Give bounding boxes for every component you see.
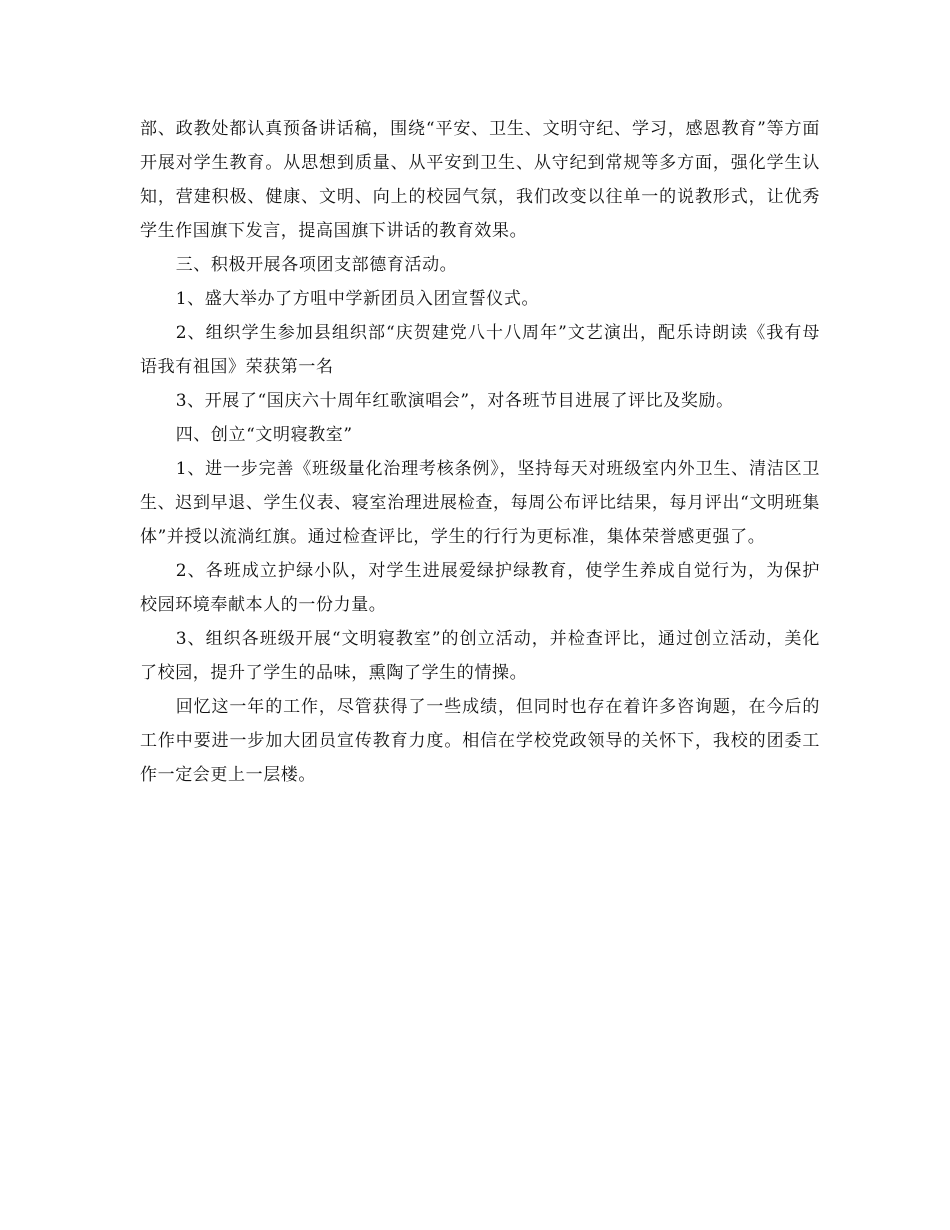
paragraph-4-1: 1、进一步完善《班级量化治理考核条例》，坚持每天对班级室内外卫生、清洁区卫生、迟到早退、学生仪表、寝室治理进展检查，每周公布评比结果，每月评出“文明班集体”并授以流淌红旗。通过检查评比，学生的行行为更标准，集体荣誉感更强了。 (140, 459, 820, 547)
paragraph-3-2: 2、组织学生参加县组织部“庆贺建党八十八周年”文艺演出，配乐诗朗读《我有母语我有祖国》荣获第一名 (140, 323, 820, 377)
heading-section-4: 四、创立“文明寝教室” (175, 425, 353, 445)
paragraph-3-3: 3、开展了“国庆六十周年红歌演唱会”，对各班节目进展了评比及奖励。 (175, 391, 734, 411)
paragraph-4-2: 2、各班成立护绿小队，对学生进展爱绿护绿教育，使学生养成自觉行为，为保护校园环境奉献本人的一份力量。 (140, 561, 820, 615)
paragraph-4-3: 3、组织各班级开展“文明寝教室”的创立活动，并检查评比，通过创立活动，美化了校园，提升了学生的品味，熏陶了学生的情操。 (140, 629, 820, 683)
heading-section-3: 三、积极开展各项团支部德育活动。 (175, 255, 458, 275)
paragraph-3-1: 1、盛大举办了方咀中学新团员入团宣誓仪式。 (175, 289, 540, 309)
paragraph-conclusion: 回忆这一年的工作，尽管获得了一些成绩，但同时也存在着许多咨询题，在今后的工作中要进一步加大团员宣传教育力度。相信在学校党政领导的关怀下，我校的团委工作一定会更上一层楼。 (140, 697, 820, 785)
document-body (140, 112, 820, 792)
paragraph-1: 部、政教处都认真预备讲话稿，围绕“平安、卫生、文明守纪、学习，感恩教育”等方面开展对学生教育。从思想到质量、从平安到卫生、从守纪到常规等多方面，强化学生认知，营建积极、健康、文明、向上的校园气氛，我们改变以往单一的说教形式，让优秀学生作国旗下发言，提高国旗下讲话的教育效果。 (140, 119, 820, 241)
